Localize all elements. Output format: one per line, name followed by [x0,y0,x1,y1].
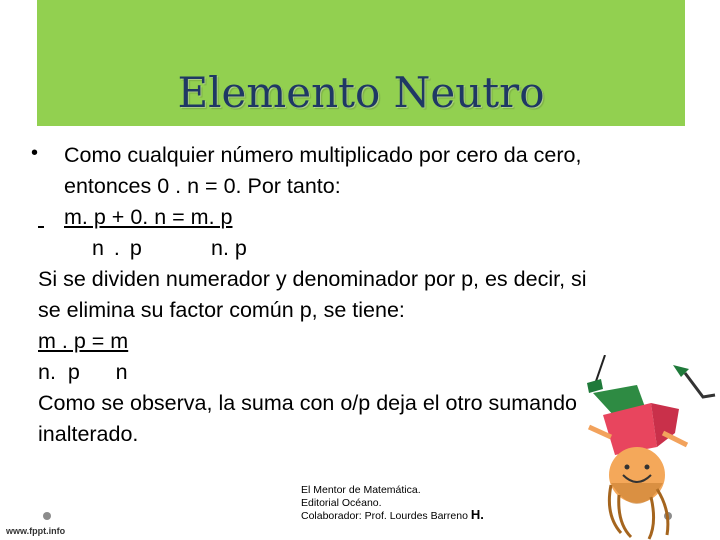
footer-line-3-suffix: H. [470,507,484,522]
body-line-2: entonces 0 . n = 0. Por tanto: [64,174,341,198]
footer-line-3 [301,509,484,523]
fraction-denominator-right: n. p [211,236,247,260]
footer-line-3-text: Colaborador: Prof. Lourdes Barreno [301,510,468,522]
footer-line-2: Editorial Océano. [301,496,382,509]
body-line-1: Como cualquier número multiplicado por cero da cero, [64,143,582,167]
eye-left [625,465,630,470]
footer-line-1: El Mentor de Matemática. [301,484,421,496]
watermark-text: www.fppt.info [6,526,66,536]
fraction-numerator-2: m . p = m [38,329,129,353]
bullet-icon: • [31,142,39,164]
title-banner [37,0,685,126]
body-line-11: inalterado. [38,422,139,446]
left-dot-icon [43,512,51,520]
equation-numerator: m. p + 0. n = m. p [64,205,233,229]
fraction-denominator-2: n. p n [38,360,128,384]
child-cartwheel-illustration [575,355,720,540]
source-footer [301,484,484,523]
eye-right [645,465,650,470]
slide-title: Elemento Neutro [177,68,545,117]
fraction-denominator-left: n . p [92,236,144,260]
body-line-7: se elimina su factor común p, se tiene: [38,298,405,322]
shoe-left [587,379,603,393]
underline-spacer [38,202,64,233]
body-line-10: Como se observa, la suma con o/p deja el otro sumando [38,391,577,415]
leg-right [685,373,715,397]
fraction-numerator-1 [38,202,233,233]
body-line-6: Si se dividen numerador y denominador por p, es decir, si [38,267,587,291]
